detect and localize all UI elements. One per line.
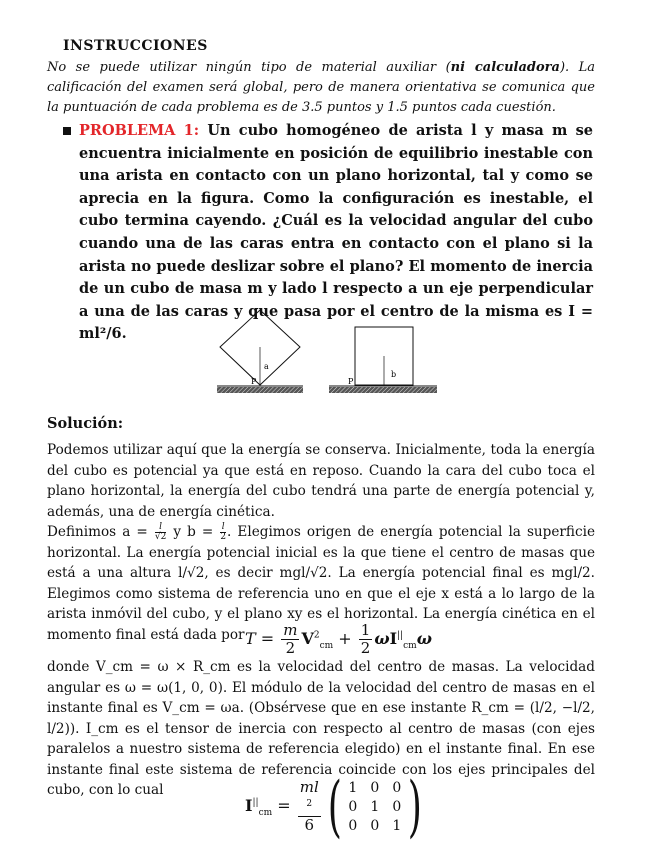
problem-text: Un cubo homogéneo de arista l y masa m se encuentra inicialmente en posición de equilibrio inestable con una arista en contacto con un plano horizontal, tal y como se aprecia en la figura. Como la configuración es inestable, el cubo termina cayendo. ¿Cuál es la velocidad angular del cubo cuando una de las caras entra en contacto con el plano si la arista no puede deslizar sobre el plano? El momento de inercia de un cubo de masa m y lado l respecto a un eje perpendicular a una de las caras y que pasa por el centro de la misma es I = ml²/6. — [79, 122, 593, 343]
solution-title: Solución: — [47, 415, 124, 432]
kinetic-energy-equation: T = $\frac{m}{2}$ $V^2_{cm}$ + $\frac{1}{2}$ $\omega I^{||}_{cm}\omega$ — [245, 621, 432, 657]
solution-paragraph-1: Podemos utilizar aquí que la energía se conserva. Inicialmente, toda la energía del cubo es potencial ya que está en reposo. Cuando la cara del cubo toca el plano horizontal, la energía del cubo tendrá una parte de energía potencial y, además, una de energía cinética. — [47, 442, 595, 520]
instructions-bold: ni calculadora — [450, 60, 560, 75]
solution-paragraph-3: donde V_cm = ω × R_cm es la velocidad del centro de masas. La velocidad angular es ω = ω(1, 0, 0). El módulo de la velocidad del centro de masas en el instante final es V_cm = ωa. (Obsérvese que en ese instante R_cm = (l/2, −l/2, l/2)). I_cm es el tensor de inercia con respecto al centro de masas (con ejes paralelos a nuestro sistema de referencia elegido) en el instante final. En ese instante final este sistema de referencia coincide con los ejes principales del cubo, con lo cual — [47, 659, 595, 798]
frac-l-2: $\frac{l}{2}$ — [220, 522, 227, 542]
flat-cube — [355, 327, 413, 385]
frac-l-sqrt2: $\frac{l}{√2}$ — [154, 522, 167, 542]
identity-matrix: ( 1 0 0 0 1 0 0 0 1 ) — [327, 768, 423, 845]
label-p1: P — [251, 377, 257, 386]
ground-hatch-left — [217, 386, 303, 393]
bullet-icon — [63, 127, 71, 135]
label-a: a — [264, 362, 269, 371]
solution-paragraph-2: Definimos a = $\frac{l}{√2}$ y b = $\frac{l}{2}$ . Elegimos origen de energía potencial la superficie horizontal. La energía potencial inicial es la que tiene el centro de masas que está a una altura l/√2, es decir mgl/√2. La energía potencial final es mgl/2. Elegimos como sistema de referencia uno en que el eje x está a lo largo de la arista inmóvil del cubo, y el plano xy es el horizontal. La energía cinética en el momento final está dada por — [47, 522, 595, 643]
label-p2: P — [348, 377, 354, 386]
cube-figure — [215, 305, 445, 400]
tilted-cube — [220, 310, 300, 385]
instructions-heading: INSTRUCCIONES — [63, 38, 208, 54]
inertia-tensor-equation: $I^{||}_{cm}$ = ml $^2$ 6 ( 1 0 0 0 1 0 0 0 1 ) — [245, 768, 423, 845]
ground-hatch-right — [329, 386, 437, 393]
instructions-text: No se puede utilizar ningún tipo de material auxiliar (ni calculadora). La calificación del examen será global, pero de manera orientativa se comunica que la puntuación de cada problema es de 3.5 puntos y 1.5 puntos cada cuestión. — [47, 60, 595, 115]
label-b: b — [391, 370, 397, 379]
problem-label: PROBLEMA 1: — [79, 122, 200, 139]
